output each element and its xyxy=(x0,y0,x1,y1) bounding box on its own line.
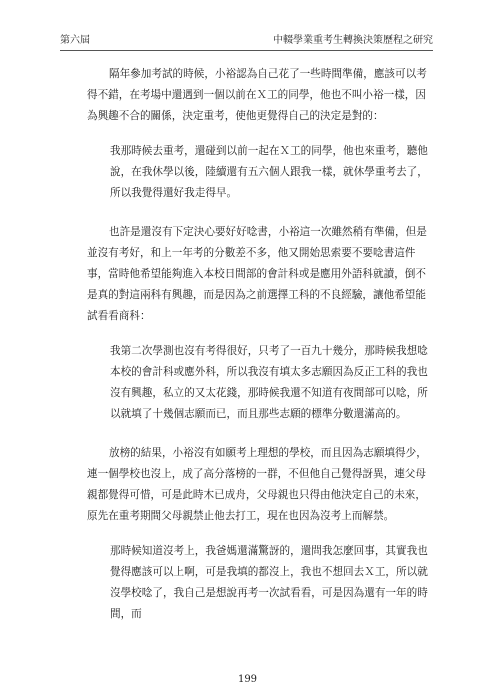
page-body xyxy=(88,64,433,625)
interview-quote: 我那時候去重考，還碰到以前一起在Ｘ工的同學，他也來重考，聽他說，在我休學以後，陸續還有五六個人跟我一樣，就休學重考去了，所以我覺得還好我走得早。 xyxy=(110,145,428,199)
header-title: 中輟學業重考生轉換決策歷程之研究 xyxy=(273,35,433,46)
page-number: 199 xyxy=(237,674,258,685)
body-paragraph: 隔年參加考試的時候，小裕認為自己花了一些時間準備，應該可以考得不錯，在考場中還遇到一個以前在Ｘ工的同學，他也不叫小裕一樣，因為興趣不合的關係，決定重考，使他更覺得自己的決定是對的： xyxy=(87,68,427,122)
header-chapter: 第六屆 xyxy=(60,35,90,46)
header-rule xyxy=(60,50,433,51)
running-header xyxy=(60,33,433,49)
body-paragraph: 也許是還沒有下定決心要好好唸書，小裕這一次雖然稍有準備，但是並沒有考好，和上一年考的分數差不多，他又開始思索要不要唸書這件事，當時他希望能夠進入本校日間部的會計科或是應用外語科就讀，倒不是真的對這兩科有興趣，而是因為之前選擇工科的不良經驗，讓他希望能試看看商科： xyxy=(87,226,427,322)
body-paragraph: 放榜的結果，小裕沒有如願考上理想的學校，而且因為志願填得少，連一個學校也沒上，成了高分落榜的一群，不但他自己覺得訝異，連父母親都覺得可惜，可是此時木已成舟，父母親也只得由他決定自己的未來，原先在重考期間父母親禁止他去打工，現在也因為沒考上而解禁。 xyxy=(87,447,427,522)
interview-quote: 那時候知道沒考上，我爸媽還滿驚訝的，還問我怎麼回事，其實我也覺得應該可以上啊，可是我填的都沒上，我也不想回去Ｘ工，所以就沒學校唸了，我自己是想說再考一次試看看，可是因為還有一年的時間，而 xyxy=(110,545,428,620)
interview-quote: 我第二次學測也沒有考得很好，只考了一百九十幾分，那時候我想唸本校的會計科或應外科，所以我沒有填太多志願因為反正工科的我也沒有興趣，私立的又太花錢，那時候我還不知道有夜間部可以唸，所以就填了十幾個志願而已，而且那些志願的標準分數還滿高的。 xyxy=(110,345,428,420)
